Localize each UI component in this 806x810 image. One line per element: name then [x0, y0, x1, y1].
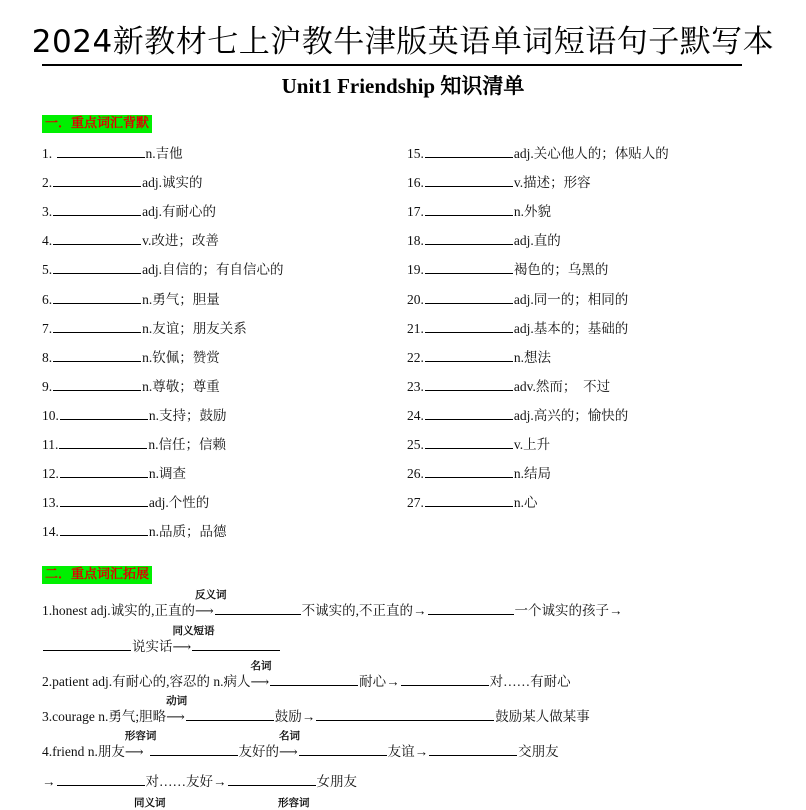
item-number: 10.: [42, 407, 59, 423]
answer-blank[interactable]: [53, 201, 141, 216]
answer-blank[interactable]: [429, 741, 517, 756]
item-number: 9.: [42, 378, 53, 394]
answer-blank[interactable]: [425, 463, 513, 478]
item-number: 5.: [42, 262, 53, 278]
vocab-item: [42, 463, 186, 483]
answer-blank[interactable]: [150, 741, 238, 756]
item-definition: n.结局: [513, 466, 551, 482]
vocab-item: [407, 347, 551, 367]
expansion-line-1: 1.honest adj.诚实的,正直的 反义词 ⟶ 不诚实的,不正直的→ 一个诚实的孩子→: [42, 589, 623, 618]
answer-blank[interactable]: [60, 492, 148, 507]
vocab-item: [42, 259, 284, 279]
answer-blank[interactable]: [53, 376, 141, 391]
item-definition: adj.有耐心的: [142, 204, 216, 220]
item-definition: n.想法: [513, 349, 551, 365]
item-definition: adj.自信的；有自信心的: [142, 262, 284, 278]
expansion-line-4b: → 对……友好→ 女朋友: [42, 771, 357, 791]
item-number: 11.: [42, 437, 59, 452]
vocab-item: [42, 143, 183, 163]
vocab-item: [42, 289, 220, 309]
section-2-heading: 二．重点词汇拓展: [42, 566, 152, 584]
vocab-item: [42, 172, 203, 192]
answer-blank[interactable]: [401, 671, 489, 686]
vocab-item: [407, 492, 538, 512]
item-number: 26.: [407, 466, 424, 482]
answer-blank[interactable]: [425, 376, 513, 391]
answer-blank[interactable]: [425, 289, 513, 304]
item-definition: v.上升: [513, 437, 551, 452]
expansion-line-1b: 说实话 同义短语 ⟶: [42, 636, 281, 656]
answer-blank[interactable]: [425, 318, 513, 333]
item-definition: n.调查: [148, 466, 186, 482]
vocab-item: [42, 434, 226, 454]
answer-blank[interactable]: [215, 600, 301, 615]
adjective-arrow: 形容词 ⟶: [124, 730, 157, 759]
item-number: 17.: [407, 204, 424, 220]
answer-blank[interactable]: [53, 347, 141, 362]
item-number: 4.: [42, 233, 53, 249]
answer-blank[interactable]: [228, 771, 316, 786]
item-definition: n.信任；信赖: [148, 437, 226, 452]
answer-blank[interactable]: [53, 230, 141, 245]
item-number: 3.: [42, 204, 53, 220]
synonym-label: 同义词: [134, 797, 166, 809]
item-definition: n.勇气；胆量: [142, 291, 220, 307]
item-number: 2.: [42, 175, 53, 191]
expansion-line-3: 3.courage n.勇气;胆略 动词 ⟶ 鼓励→ 鼓励某人做某事: [42, 695, 590, 724]
answer-blank[interactable]: [425, 347, 513, 362]
vocab-item: [407, 434, 550, 454]
item-number: 8.: [42, 349, 53, 365]
answer-blank[interactable]: [53, 172, 141, 187]
item-definition: adj.诚实的: [142, 175, 203, 191]
answer-blank[interactable]: [316, 706, 494, 721]
item-number: 14.: [42, 524, 59, 540]
answer-blank[interactable]: [299, 741, 387, 756]
vocab-item: [42, 405, 227, 425]
vocab-item: [407, 259, 608, 279]
item-definition: v.描述；形容: [513, 175, 591, 191]
item-definition: adj.基本的；基础的: [513, 320, 629, 336]
answer-blank[interactable]: [60, 521, 148, 536]
item-number: 20.: [407, 291, 424, 307]
answer-blank[interactable]: [425, 172, 513, 187]
vocab-item: [407, 289, 628, 309]
vocab-item: [42, 521, 227, 541]
answer-blank[interactable]: [53, 259, 141, 274]
answer-blank[interactable]: [60, 463, 148, 478]
item-number: 18.: [407, 233, 424, 249]
vocab-item: [407, 230, 561, 250]
answer-blank[interactable]: [428, 600, 514, 615]
item-definition: adj.高兴的；愉快的: [513, 407, 629, 423]
item-number: 6.: [42, 291, 53, 307]
item-number: 13.: [42, 495, 59, 511]
answer-blank[interactable]: [59, 434, 147, 449]
vocab-item: [407, 376, 610, 396]
answer-blank[interactable]: [425, 259, 513, 274]
item-definition: adj.个性的: [148, 495, 210, 511]
antonym-arrow: 反义词 ⟶: [195, 589, 227, 618]
answer-blank[interactable]: [425, 143, 513, 158]
answer-blank[interactable]: [53, 318, 141, 333]
item-number: 24.: [407, 407, 424, 423]
document-title: 2024新教材七上沪教牛津版英语单词短语句子默写本: [31, 24, 775, 60]
item-number: 12.: [42, 466, 59, 482]
answer-blank[interactable]: [57, 143, 145, 158]
synonym-phrase-arrow: 同义短语 ⟶: [172, 625, 215, 654]
verb-arrow: 动词 ⟶: [166, 695, 188, 724]
item-definition: v.改进；改善: [142, 233, 219, 249]
vocab-item: [42, 492, 209, 512]
item-definition: adv.然而； 不过: [513, 378, 611, 394]
item-definition: n.品质；品德: [148, 524, 227, 540]
item-number: 27.: [407, 495, 424, 511]
answer-blank[interactable]: [425, 230, 513, 245]
answer-blank[interactable]: [425, 201, 513, 216]
item-definition: adj.同一的；相同的: [513, 291, 629, 307]
answer-blank[interactable]: [60, 405, 148, 420]
item-definition: 褐色的；乌黑的: [513, 262, 609, 278]
answer-blank[interactable]: [43, 636, 131, 651]
item-number: 21.: [407, 320, 424, 336]
item-definition: n.钦佩；赞赏: [142, 349, 220, 365]
expansion-line-2: 2.patient adj.有耐心的,容忍的 n.病人 名词 ⟶ 耐心→ 对……有耐心: [42, 660, 571, 689]
item-definition: n.外貌: [513, 204, 551, 220]
noun-arrow: 名词 ⟶: [250, 660, 272, 689]
answer-blank[interactable]: [57, 771, 145, 786]
answer-blank[interactable]: [270, 671, 358, 686]
expansion-line-4: 4.friend n.朋友 形容词 ⟶ 友好的 名词 ⟶ 友谊→ 交朋友: [42, 730, 559, 759]
section-1-heading: 一．重点词汇背默: [42, 115, 152, 133]
item-number: 25.: [407, 437, 424, 452]
vocab-item: [407, 143, 669, 163]
vocab-item: [42, 347, 220, 367]
item-definition: n.吉他: [145, 146, 183, 161]
answer-blank[interactable]: [53, 289, 141, 304]
vocab-item: [42, 201, 216, 221]
item-number: 16.: [407, 175, 424, 191]
item-number: 15.: [407, 146, 424, 161]
answer-blank[interactable]: [192, 636, 280, 651]
vocab-item: [42, 318, 247, 338]
vocab-item: [407, 318, 628, 338]
title-divider: [42, 64, 742, 66]
answer-blank[interactable]: [425, 492, 513, 507]
vocab-item: [407, 201, 551, 221]
item-number: 1.: [42, 146, 56, 161]
item-definition: n.心: [513, 495, 538, 511]
answer-blank[interactable]: [186, 706, 274, 721]
item-definition: adj.关心他人的；体贴人的: [513, 146, 669, 161]
item-definition: adj.直的: [513, 233, 561, 249]
unit-title: Unit1 Friendship 知识清单: [281, 74, 525, 98]
item-number: 22.: [407, 349, 424, 365]
item-definition: n.友谊；朋友关系: [142, 320, 247, 336]
answer-blank[interactable]: [425, 405, 513, 420]
vocab-item: [407, 172, 591, 192]
noun-arrow: 名词 ⟶: [279, 730, 300, 759]
item-number: 23.: [407, 378, 424, 394]
item-number: 7.: [42, 320, 53, 336]
vocab-item: [407, 405, 628, 425]
vocab-item: [407, 463, 551, 483]
item-definition: n.尊敬；尊重: [142, 378, 220, 394]
vocab-item: [42, 230, 219, 250]
vocab-item: [42, 376, 220, 396]
item-number: 19.: [407, 262, 424, 278]
item-definition: n.支持；鼓励: [148, 407, 227, 423]
adjective-label: 形容词: [278, 797, 310, 809]
answer-blank[interactable]: [425, 434, 513, 449]
